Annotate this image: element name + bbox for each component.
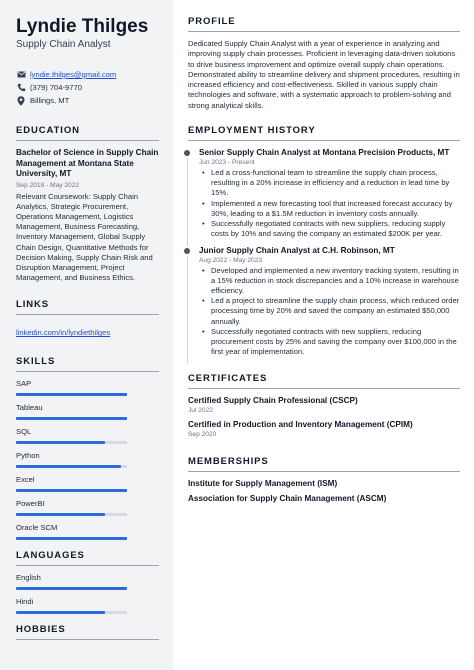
memberships-heading: MEMBERSHIPS (188, 456, 269, 468)
hobbies-divider (16, 639, 159, 640)
certificate-date: Sep 2020 (188, 431, 217, 439)
job-title: Senior Supply Chain Analyst at Montana Precision Products, MT (199, 148, 450, 158)
skill-level-fill (16, 441, 105, 444)
skill-level-bar (16, 513, 127, 516)
employment-heading: EMPLOYMENT HISTORY (188, 125, 316, 137)
job-dates: Jun 2023 - Present (199, 159, 255, 167)
skills-section (16, 356, 159, 540)
contact-location (16, 94, 159, 107)
links-section (16, 299, 159, 340)
profile-heading: PROFILE (188, 16, 236, 27)
job-bullet: • Successfully negotiated contracts with new suppliers, reducing procurement costs by 25% and saving the company over $100,000 in the first year of implementation. (199, 327, 460, 358)
skill-name: Python (16, 451, 40, 461)
job-entry (188, 246, 460, 358)
membership-item: Association for Supply Chain Management (ASCM) (188, 494, 387, 504)
timeline-line (187, 158, 188, 245)
skill-item (16, 427, 159, 444)
timeline-dot (184, 248, 190, 254)
employment-divider (188, 140, 460, 141)
education-degree: Bachelor of Science in Supply Chain Management at Montana State University, MT (16, 148, 159, 178)
languages-heading: LANGUAGES (16, 550, 85, 562)
skill-level-fill (16, 537, 127, 540)
languages-divider (16, 565, 159, 566)
skill-level-bar (16, 393, 127, 396)
education-dates: Sep 2018 - May 2022 (16, 181, 80, 189)
links-divider (16, 314, 159, 315)
job-bullet: • Implemented a new forecasting tool that increased forecast accuracy by 30%, leading to a $1.5M reduction in inventory costs annually. (199, 199, 460, 219)
job-bullets (199, 168, 460, 239)
skill-name: SAP (16, 379, 32, 389)
linkedin-link[interactable]: linkedin.com/in/lyndiethilges (16, 328, 111, 338)
membership-item: Institute for Supply Management (ISM) (188, 479, 338, 489)
certificate-item (188, 396, 460, 414)
skills-divider (16, 371, 159, 372)
sidebar (0, 0, 173, 670)
skill-level-fill (16, 489, 127, 492)
certificate-item (188, 420, 460, 438)
timeline-dot (184, 150, 190, 156)
profile-text: Dedicated Supply Chain Analyst with a year of experience in analyzing and improving supply chain processes. Proficient in leveraging data-driven solutions to drive business improvement and optimize overall supply chain operations. Demonstrated ability to streamline delivery and shipment procedures, resulting in increased efficiency and cost-effectiveness. Skilled in various supply chain technologies and software, with a systematic approach to problem-solving and strong analytical skills. (188, 39, 460, 110)
candidate-title: Supply Chain Analyst (16, 39, 111, 50)
main-column (173, 0, 474, 670)
certificates-section (188, 373, 460, 438)
skill-level-fill (16, 465, 121, 468)
languages-section (16, 550, 159, 614)
employment-section (188, 125, 460, 357)
phone-text: (379) 704-9770 (30, 83, 82, 92)
skill-item (16, 475, 159, 492)
memberships-divider (188, 471, 460, 472)
language-name: Hindi (16, 597, 34, 607)
language-level-bar (16, 611, 127, 614)
skill-name: Tableau (16, 403, 43, 413)
skills-list (16, 379, 159, 540)
skill-item (16, 379, 159, 396)
job-title: Junior Supply Chain Analyst at C.H. Robinson, MT (199, 245, 395, 255)
job-bullet: • Successfully negotiated contracts with new suppliers, reducing supply costs by 10% and saving the company an estimated $200K per year. (199, 219, 460, 239)
hobbies-section (16, 624, 159, 640)
skill-level-bar (16, 537, 127, 540)
job-dates: Aug 2022 - May 2023 (199, 256, 263, 264)
skill-name: Oracle SCM (16, 523, 58, 533)
education-divider (16, 140, 159, 141)
language-item (16, 597, 159, 614)
skill-name: Excel (16, 475, 35, 485)
education-section (16, 125, 159, 283)
location-text: Billings, MT (30, 96, 70, 105)
job-bullet: • Led a project to streamline the supply chain process, which reduced order processing time by 20% and saved the company an estimated $50,000 annually. (199, 296, 460, 327)
education-coursework: Relevant Coursework: Supply Chain Analytics, Strategic Procurement, Operations Management, Logistics Management, Business Forecasting, Inventory Management, Global Supply Chain Design, Quantitative Methods for Decision Making, Supply Chain Risk and Disruption Management, Project Management, and Business Ethics. (16, 191, 153, 283)
timeline-line (187, 256, 188, 364)
envelope-icon (16, 70, 26, 79)
skills-heading: SKILLS (16, 356, 56, 368)
profile-section (188, 16, 460, 111)
contact-email (16, 68, 159, 81)
certificate-date: Jul 2022 (188, 407, 213, 415)
email-link[interactable]: lyndie.thilges@gmail.com (30, 70, 117, 79)
skill-item (16, 499, 159, 516)
certificate-name: Certified in Production and Inventory Management (CPIM) (188, 420, 413, 430)
language-item (16, 573, 159, 590)
language-level-bar (16, 587, 127, 590)
job-bullets (199, 266, 460, 358)
language-level-fill (16, 587, 127, 590)
job-bullet: • Led a cross-functional team to streamline the supply chain process, resulting in a 20% increase in efficiency and a reduction in lead time by 15%. (199, 168, 460, 199)
skill-level-bar (16, 441, 127, 444)
phone-icon (16, 83, 26, 92)
profile-divider (188, 31, 460, 32)
job-entry (188, 148, 460, 239)
skill-item (16, 451, 159, 468)
skill-name: PowerBI (16, 499, 45, 509)
skill-item (16, 403, 159, 420)
hobbies-heading: HOBBIES (16, 624, 66, 636)
languages-list (16, 573, 159, 614)
certificates-divider (188, 388, 460, 389)
education-heading: EDUCATION (16, 125, 80, 136)
contact-list (16, 68, 159, 107)
language-level-fill (16, 611, 105, 614)
skill-item (16, 523, 159, 540)
certificates-heading: CERTIFICATES (188, 373, 268, 385)
language-name: English (16, 573, 41, 583)
location-pin-icon (16, 96, 26, 105)
links-heading: LINKS (16, 299, 49, 311)
skill-level-fill (16, 393, 127, 396)
skill-level-bar (16, 465, 127, 468)
candidate-name: Lyndie Thilges (16, 16, 149, 37)
skill-level-bar (16, 417, 127, 420)
memberships-section (188, 456, 460, 503)
skill-level-fill (16, 417, 127, 420)
certificate-name: Certified Supply Chain Professional (CSCP) (188, 396, 358, 406)
skill-name: SQL (16, 427, 32, 437)
skill-level-fill (16, 513, 105, 516)
job-bullet: • Developed and implemented a new inventory tracking system, resulting in a 15% reduction in stock discrepancies and a 10% increase in warehouse efficiency. (199, 266, 460, 297)
skill-level-bar (16, 489, 127, 492)
contact-phone (16, 81, 159, 94)
